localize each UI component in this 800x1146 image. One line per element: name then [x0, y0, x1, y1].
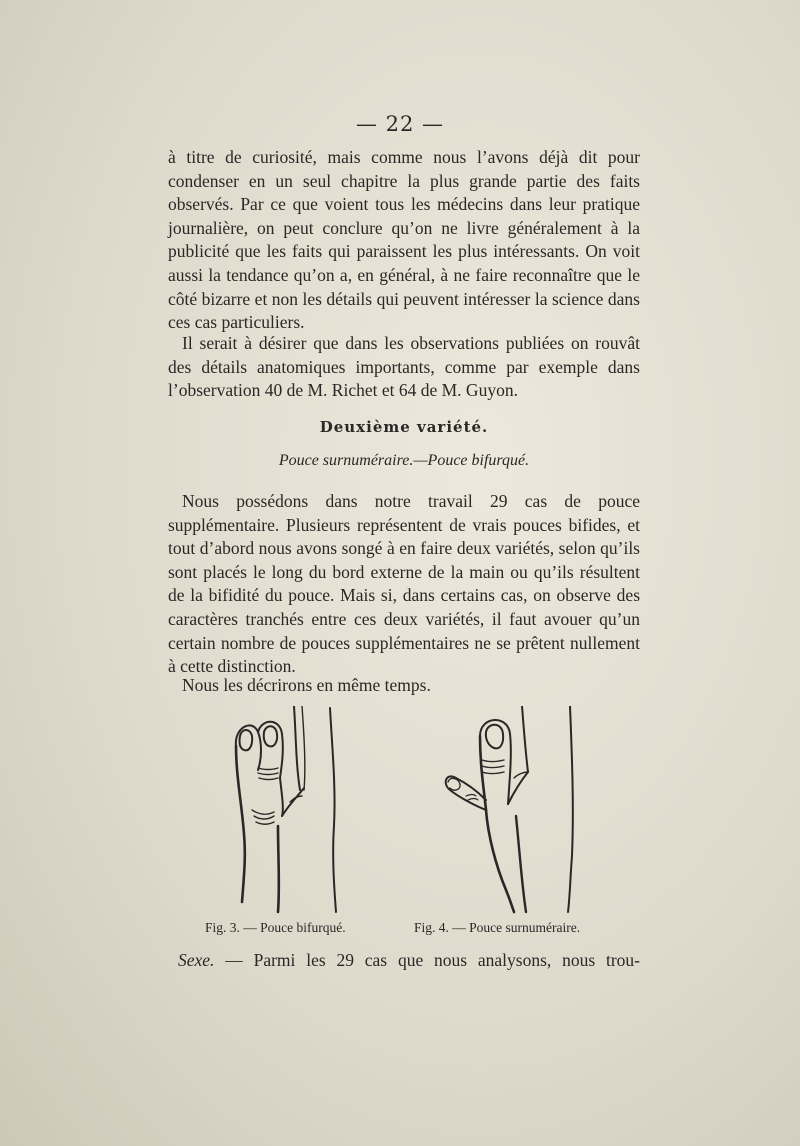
paragraph-text: Nous les décrirons en même temps. — [182, 675, 431, 695]
supernumerary-thumb-illustration — [430, 706, 590, 916]
paragraph-describe — [168, 674, 640, 698]
figure-supernumerary-thumb — [430, 706, 590, 916]
bifurcated-thumb-illustration — [222, 706, 382, 916]
figure-4-caption: Fig. 4. — Pouce surnuméraire. — [414, 920, 581, 935]
figure-bifurcated-thumb — [222, 706, 382, 916]
paragraph-sexe — [178, 950, 640, 971]
sexe-label: Sexe. — [178, 950, 215, 970]
figure-3-caption: Fig. 3. — Pouce bifurqué. — [205, 920, 346, 935]
paragraph-observations — [168, 332, 640, 403]
paragraph-text: Il serait à désirer que dans les observations publiées on rouvât des détails anatomiques importants, comme par exemple dans l’observation 40 de M. Richet et 64 de M. Guyon. — [168, 333, 640, 401]
sexe-text: — Parmi les 29 cas que nous analysons, nous trou- — [225, 950, 641, 970]
page-number: — 22 — — [355, 112, 445, 136]
section-subtitle: Pouce surnuméraire.—Pouce bifurqué. — [278, 452, 530, 469]
paragraph-text: Nous possédons dans notre travail 29 cas de pouce supplémentaire. Plusieurs représentent de vrais pouces bifides, et tout d’abord nous avons songé à en faire deux variétés, selon qu’ils sont placés le long du bord externe de la main ou qu’ils résultent de la bifidité du pouce. Mais si, dans certains cas, on observe des caractères tranchés entre ces deux variétés, il faut avouer qu’un certain nombre de pouces supplémentaires ne se prêtent nullement à cette distinction. — [168, 491, 640, 677]
paragraph-cases — [168, 490, 640, 679]
paragraph-continuation — [168, 146, 640, 335]
paragraph-text: à titre de curiosité, mais comme nous l’avons déjà dit pour condenser en un seul chapitre la plus grande partie des faits observés. Par ce que voient tous les médecins dans leur pratique journalière, on peut conclure qu’on ne livre généralement à la publicité que les faits qui paraissent les plus intéressants. On voit aussi la tendance qu’on a, en général, à ne faire reconnaître que le côté bizarre et non les détails qui peuvent intéresser la science dans ces cas particuliers. — [168, 147, 640, 333]
section-title: Deuxième variété. — [319, 418, 489, 436]
